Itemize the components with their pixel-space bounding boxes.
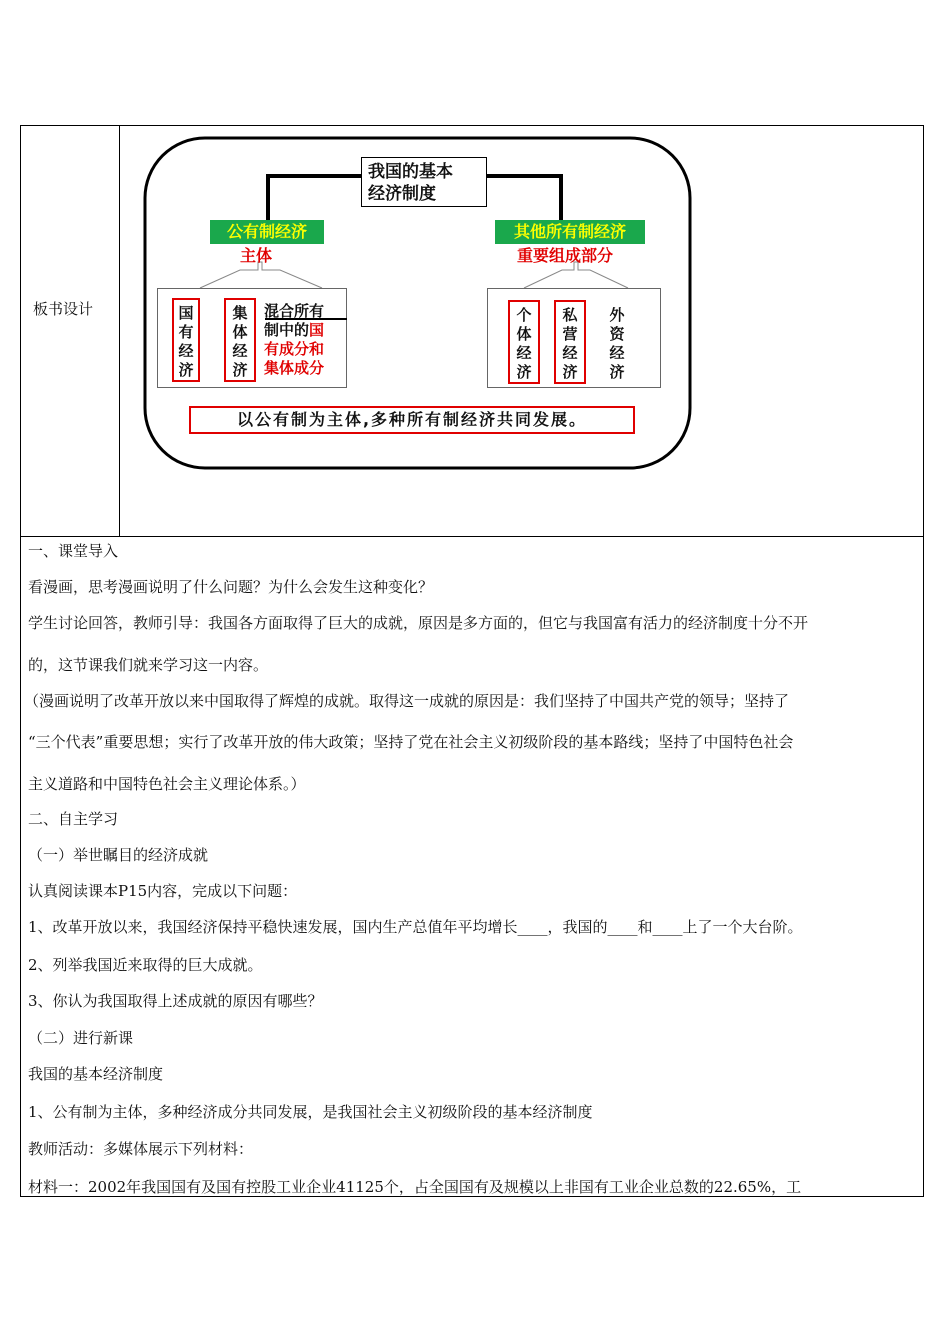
mixed-line-4: 集体成分	[264, 359, 325, 377]
question-2: 2、列举我国近来取得的巨大成就。	[28, 956, 263, 974]
title-line-1: 我国的基本	[368, 162, 453, 182]
title-line-2: 经济制度	[368, 184, 436, 204]
foreign-economy	[601, 300, 633, 384]
mixed-ownership-text	[264, 302, 324, 378]
important-part-label: 重要组成部分	[517, 246, 614, 265]
private-economy	[554, 300, 586, 384]
subsection-heading: （二）进行新课	[28, 1029, 134, 1047]
question-3: 3、你认为我国取得上述成就的原因有哪些？	[28, 992, 323, 1010]
summary-box: 以公有制为主体,多种所有制经济共同发展。	[189, 406, 635, 434]
private-text: 私营经济	[562, 306, 578, 381]
collective-text: 集体经济	[232, 304, 248, 379]
paragraph: 主义道路和中国特色社会主义理论体系。）	[28, 775, 306, 793]
row-label-board-design: 板书设计	[33, 300, 94, 318]
mixed-underline	[265, 318, 347, 320]
paragraph: 学生讨论回答，教师引导：我国各方面取得了巨大的成就，原因是多方面的，但它与我国富有活力的经济制度十分不开	[28, 614, 809, 632]
mixed-line-2b: 国	[309, 321, 325, 339]
paragraph: 的，这节课我们就来学习这一内容。	[28, 656, 269, 674]
state-owned-economy	[172, 298, 200, 382]
paragraph: （漫画说明了改革开放以来中国取得了辉煌的成就。取得这一成就的原因是：我们坚持了中国共产党的领导；坚持了	[24, 692, 790, 710]
mixed-line-2a: 制中的	[264, 321, 310, 339]
diagram-title	[361, 157, 487, 207]
main-body-label: 主体	[240, 246, 273, 265]
collective-economy	[224, 298, 256, 382]
state-owned-text: 国有经济	[178, 304, 194, 379]
material-1: 材料一：2002年我国国有及国有控股工业企业41125个，占全国国有及规模以上非国有工业企业总数的22.65%，工	[28, 1178, 802, 1196]
right-connector	[487, 176, 561, 220]
individual-economy	[508, 300, 540, 384]
section-self-study-heading: 二、自主学习	[28, 810, 119, 828]
row-divider	[21, 536, 923, 537]
mixed-line-3: 有成分和	[264, 340, 325, 358]
paragraph: “三个代表”重要思想；实行了改革开放的伟大政策；坚持了党在社会主义初级阶段的基本路线；坚持了中国特色社会	[28, 733, 794, 751]
teacher-activity: 教师活动：多媒体展示下列材料：	[28, 1140, 254, 1158]
paragraph: 看漫画，思考漫画说明了什么问题？为什么会发生这种变化？	[28, 578, 434, 596]
section-intro-heading: 一、课堂导入	[28, 542, 119, 560]
paragraph: 认真阅读课本P15内容，完成以下问题：	[28, 882, 298, 900]
mixed-line-1: 混合所有	[264, 302, 325, 320]
subsection-heading: （一）举世瞩目的经济成就	[28, 846, 209, 864]
question-1: 1、改革开放以来，我国经济保持平稳快速发展，国内生产总值年平均增长____，我国的____和____上了一个大台阶。	[28, 918, 803, 936]
foreign-text: 外资经济	[609, 306, 625, 381]
topic-heading: 我国的基本经济制度	[28, 1065, 164, 1083]
point-1: 1、公有制为主体，多种经济成分共同发展，是我国社会主义初级阶段的基本经济制度	[28, 1103, 593, 1121]
public-ownership-tag: 公有制经济	[210, 220, 324, 244]
individual-text: 个体经济	[516, 306, 532, 381]
other-ownership-tag: 其他所有制经济	[495, 220, 645, 244]
